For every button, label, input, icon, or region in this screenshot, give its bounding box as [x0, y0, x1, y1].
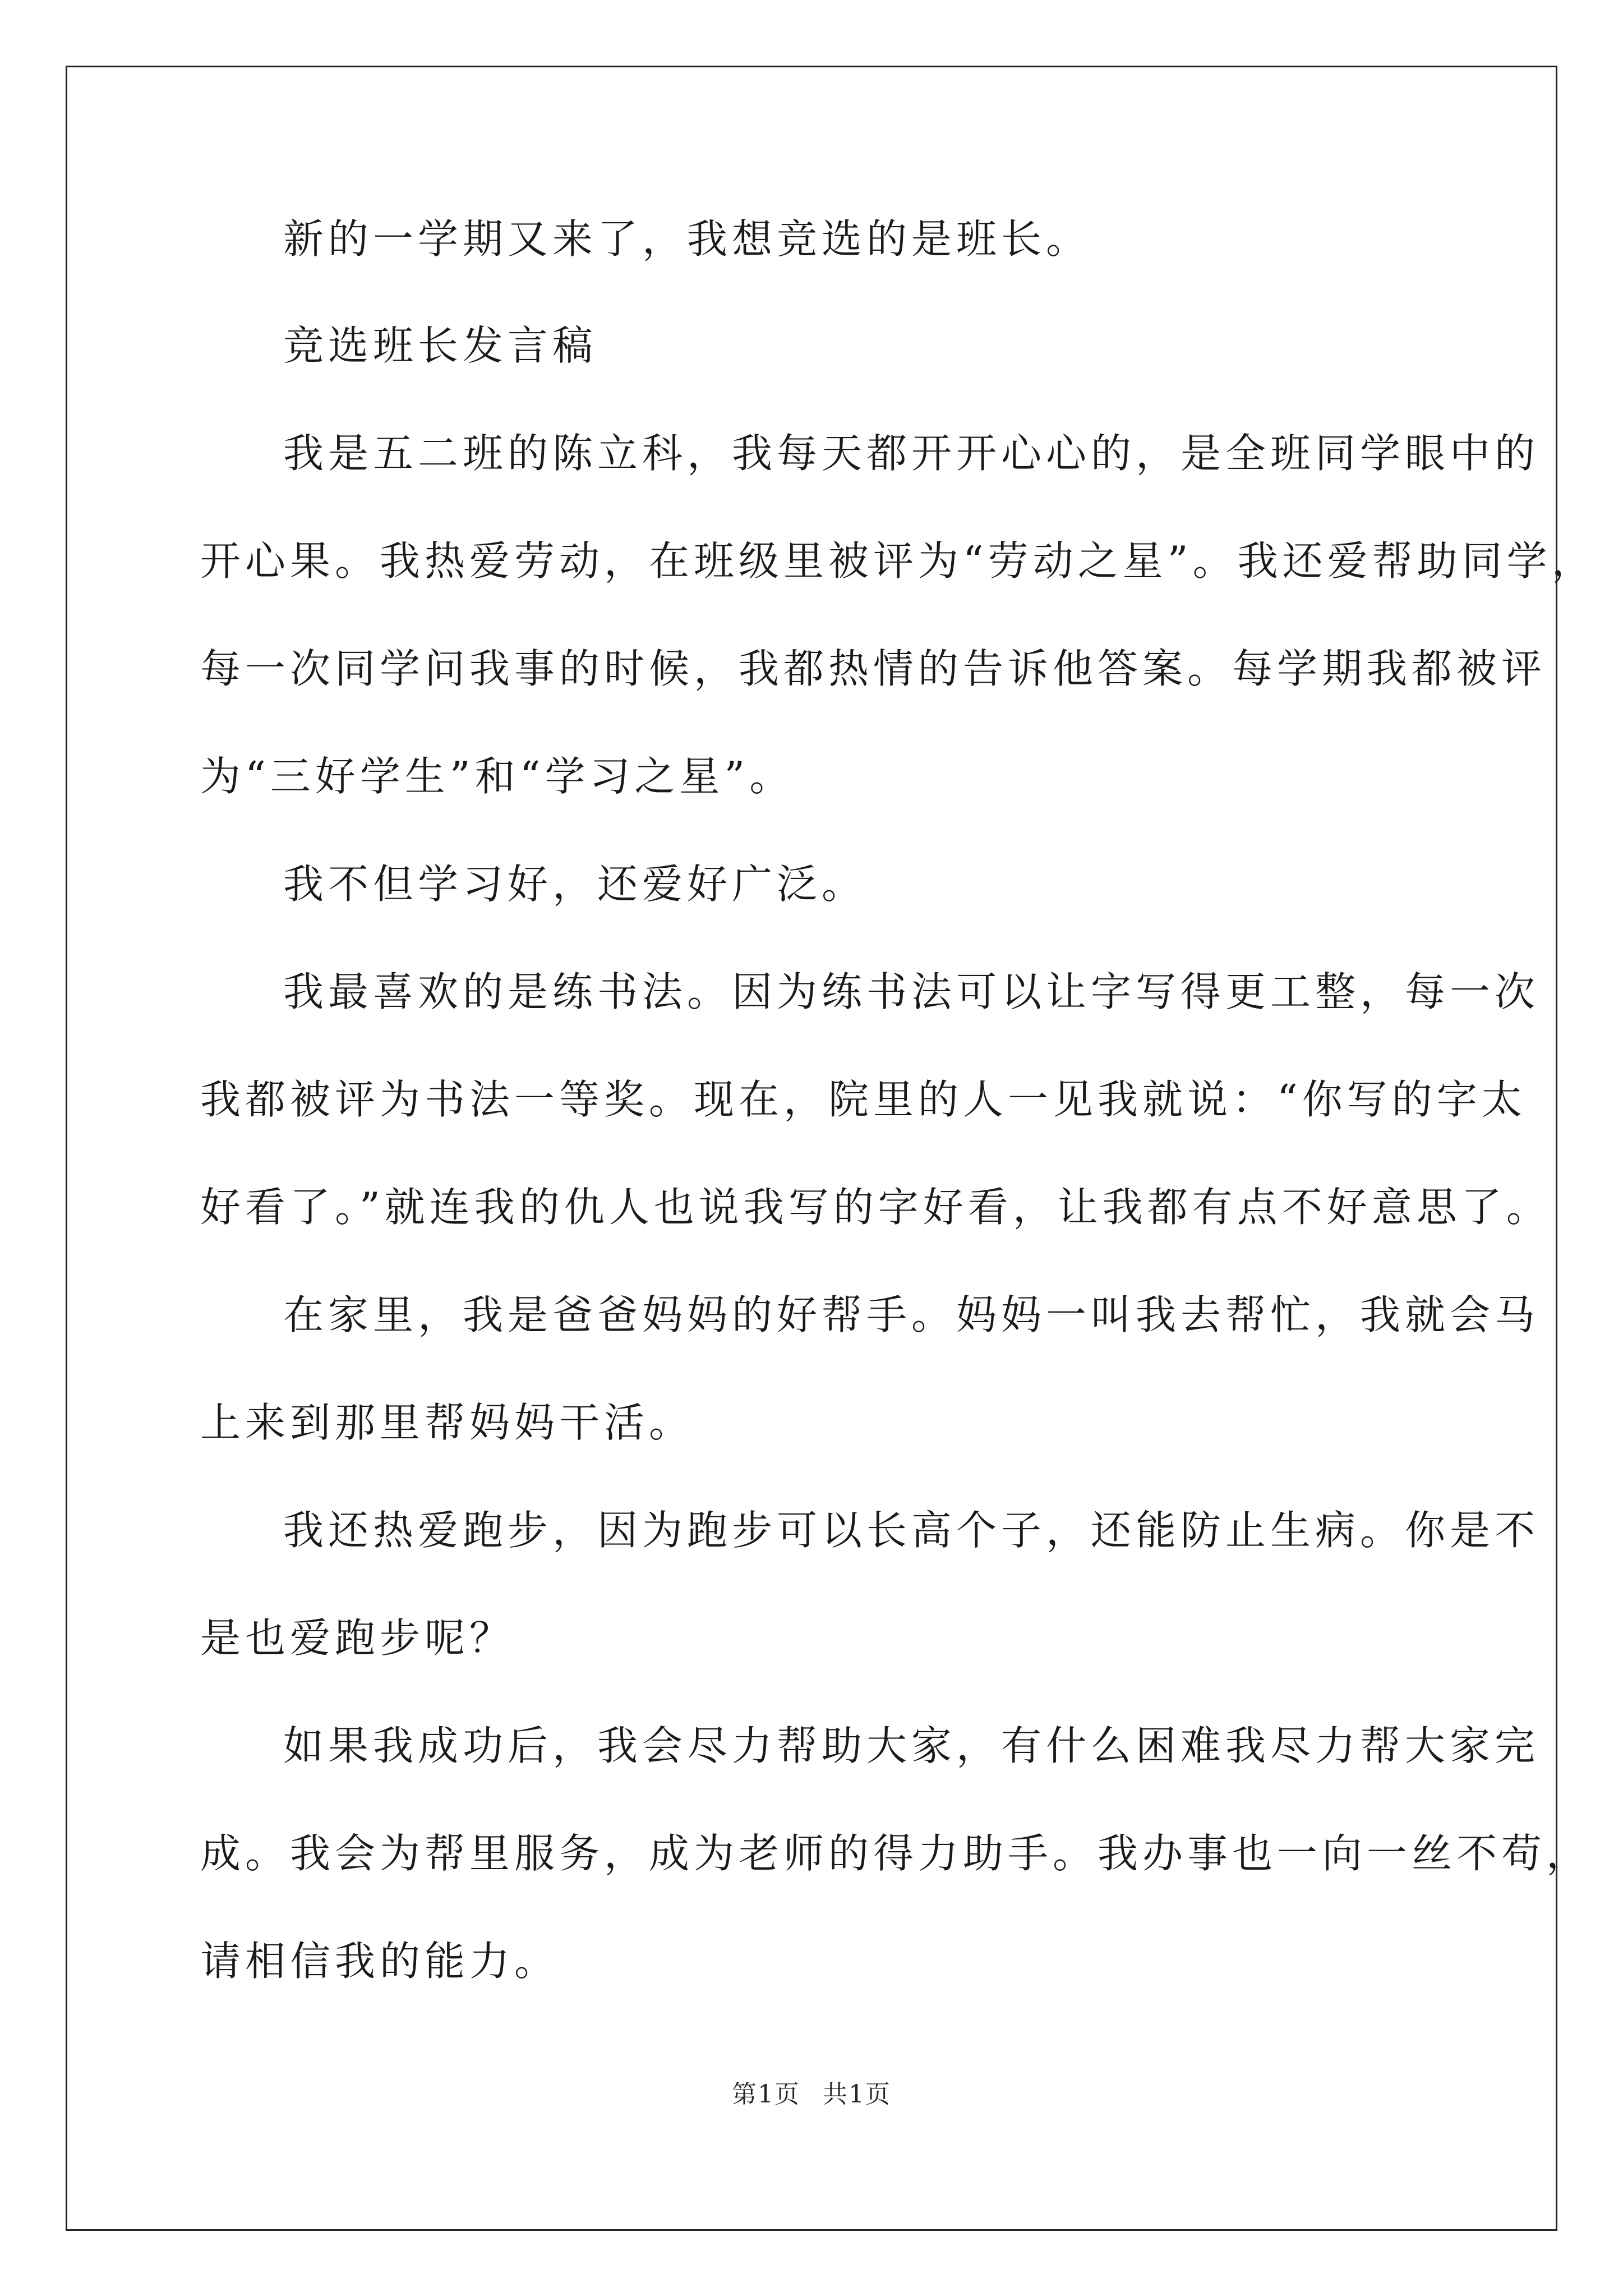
paragraph-line: 在家里，我是爸爸妈妈的好帮手。妈妈一叫我去帮忙，我就会马	[283, 1291, 1540, 1338]
paragraph-line: 每一次同学问我事的时候，我都热情的告诉他答案。每学期我都被评	[200, 645, 1547, 692]
page-border	[66, 66, 1557, 2231]
paragraph-line: 我都被评为书法一等奖。现在，院里的人一见我就说：“你写的字太	[200, 1076, 1527, 1123]
paragraph-line: 新的一学期又来了，我想竞选的是班长。	[283, 215, 1091, 263]
page-number: 第1页	[732, 2080, 800, 2109]
page-total: 共1页	[823, 2080, 891, 2109]
document-title: 竞选班长发言稿	[283, 322, 598, 369]
paragraph-line: 开心果。我热爱劳动，在班级里被评为“劳动之星”。我还爱帮助同学，	[200, 537, 1597, 585]
paragraph-line: 请相信我的能力。	[200, 1938, 560, 1985]
paragraph-line: 是也爱跑步呢？	[200, 1614, 515, 1662]
paragraph-line: 成。我会为帮里服务，成为老师的得力助手。我办事也一向一丝不苟，	[200, 1830, 1592, 1877]
paragraph-line: 我还热爱跑步，因为跑步可以长高个子，还能防止生病。你是不	[283, 1507, 1540, 1554]
paragraph-line: 好看了。”就连我的仇人也说我写的字好看，让我都有点不好意思了。	[200, 1184, 1551, 1231]
paragraph-line: 上来到那里帮妈妈干活。	[200, 1399, 694, 1446]
paragraph-line: 我是五二班的陈立科，我每天都开开心心的，是全班同学眼中的	[283, 430, 1540, 477]
page-footer	[0, 2079, 1623, 2110]
paragraph-line: 我不但学习好，还爱好广泛。	[283, 861, 867, 908]
paragraph-line: 为“三好学生”和“学习之星”。	[200, 753, 795, 800]
paragraph-line: 如果我成功后，我会尽力帮助大家，有什么困难我尽力帮大家完	[283, 1722, 1540, 1769]
paragraph-line: 我最喜欢的是练书法。因为练书法可以让字写得更工整，每一次	[283, 968, 1540, 1015]
